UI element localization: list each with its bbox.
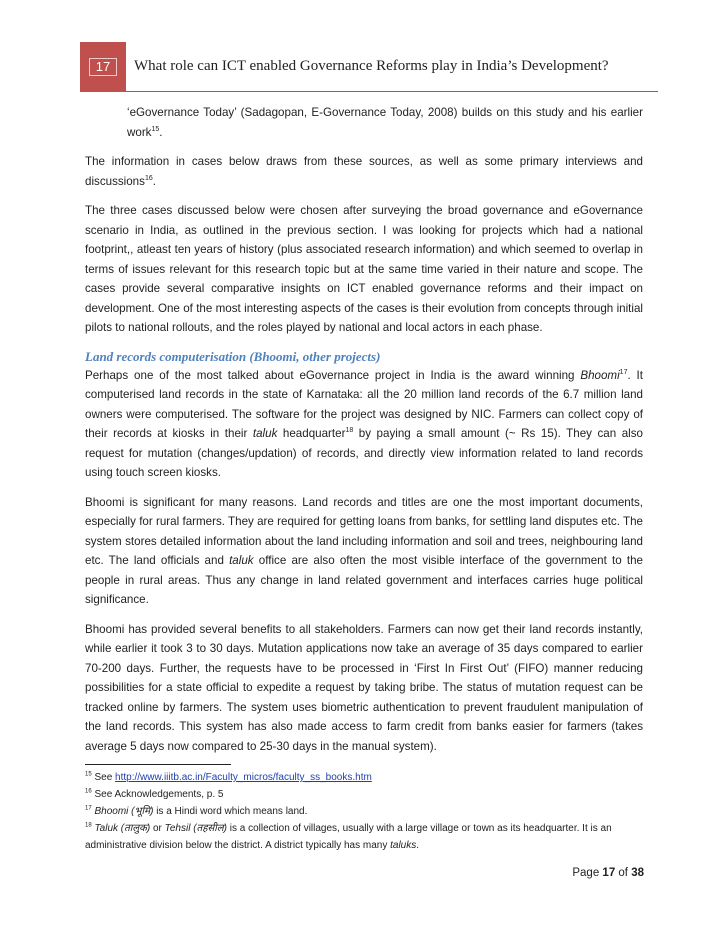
- footnote-18: [85, 820, 650, 854]
- footnote-ref-15[interactable]: 15: [151, 125, 160, 133]
- paragraph-bhoomi-significance: [85, 493, 643, 610]
- p4-text-c: headquarter: [277, 427, 346, 440]
- header-title: What role can ICT enabled Governance Reforms play in India’s Development?: [126, 42, 658, 92]
- page-footer: [572, 867, 644, 879]
- fn18-or: or: [150, 823, 165, 834]
- paragraph-bhoomi-benefits: Bhoomi has provided several benefits to all stakeholders. Farmers can now get their land records instantly, while earlier it took 3 to 30 days. Mutation applications now take an average of 35 days compared to earlier 70-200 days. Further, the requests have to be processed in ‘First In First Out’ (FIFO) manner reducing possibilities for a state official to expedite a request by taking bribe. The status of mutation request can be tracked online by farmers. The system uses biometric authentication to prevent fraudulent manipulation of the land records. This system has also made access to farm credit from banks easier for farmers (takes average 5 days now compared to 25-30 days in the manual system).: [85, 622, 643, 753]
- header-page-number: 17: [89, 58, 117, 76]
- footer-of: of: [615, 867, 632, 879]
- fn15-prefix: See: [91, 772, 116, 783]
- paragraph-three-cases: The three cases discussed below were chosen after surveying the broad governance and eGovernance scenario in India, as outlined in the previous section. I was looking for projects which had a national footprint,, atleast ten years of history (plus associated research information) and which seemed to overlap in terms of issues relevant for this research topic but at the same time varied in their nature and scope. The cases provide several comparative insights on ICT enabled governance reforms and their impact on development. One of the most interesting aspects of the cases is their evolution from concepts through initial pilots to national rollouts, and the roles played by national and local actors in each phase.: [85, 204, 643, 334]
- fn16-number: 16: [85, 788, 92, 795]
- p4-bhoomi: Bhoomi: [580, 368, 620, 382]
- fn15-number: 15: [85, 771, 92, 778]
- fn17-number: 17: [85, 805, 92, 812]
- p5-text-b: office are also often the most visible interface of the government to the people in rural areas. Thus any change in land related government and interfaces carries huge political significance.: [85, 554, 643, 606]
- page-header: [80, 42, 658, 92]
- footnote-ref-17[interactable]: 17: [619, 368, 628, 376]
- footnote-link[interactable]: http://www.iiitb.ac.in/Faculty_micros/faculty_ss_books.htm: [115, 772, 372, 783]
- fn18-end: .: [416, 840, 420, 851]
- p5-text-a: Bhoomi is significant for many reasons. Land records and titles are one the most important documents, especially for rural farmers. They are required for getting loans from banks, for settling land disputes etc. The system stores detailed information about the land including information and soil and trees, neighbouring land etc. The land officials and: [85, 495, 643, 567]
- fn16-text: See Acknowledgements, p. 5: [91, 789, 224, 800]
- p4-text-a: Perhaps one of the most talked about eGovernance project in India is the award winning: [85, 368, 581, 382]
- fn18-term-taluk: Taluk (तालुक): [91, 823, 151, 834]
- p4-text-b: . It computerised land records in the state of Karnataka: all the 20 million land records of the 6.7 million land owners were computerised. The software for the project was designed by NIC. Farmers can collect copy of their records at kiosks in their: [85, 368, 643, 440]
- fn18-number: 18: [85, 822, 92, 829]
- paragraph-egovernance-today: ‘eGovernance Today’ (Sadagopan, E-Governance Today, 2008) builds on this study and his earlier work$^{15}$.: [127, 106, 643, 139]
- footer-page-label: Page: [572, 867, 603, 879]
- fn18-text: is a collection of villages, usually with a large village or town as its headquarter. It is an administrative division below the district. A district typically has many: [85, 823, 612, 851]
- footnote-16: [85, 786, 650, 803]
- p4-text-d: by paying a small amount (~ Rs 15). They can also request for mutation (changes/updation) of records, and directly view information related to land records using touch screen kiosks.: [85, 427, 643, 479]
- fn17-text: is a Hindi word which means land.: [153, 806, 308, 817]
- footnote-separator: [85, 764, 231, 765]
- paragraph-bhoomi-intro: [85, 366, 643, 483]
- footer-current-page: 17: [602, 867, 616, 879]
- section-heading: Land records computerisation (Bhoomi, other projects): [85, 348, 381, 364]
- document-body: [85, 103, 643, 766]
- footer-total-pages: 38: [631, 867, 644, 879]
- p4-taluk: taluk: [252, 427, 278, 440]
- header-page-number-box: [80, 42, 126, 92]
- footnote-ref-16[interactable]: 16: [144, 174, 153, 182]
- footnotes: [85, 769, 650, 854]
- footnote-15: [85, 769, 650, 786]
- fn17-term: Bhoomi (भूमि): [91, 806, 154, 817]
- footnote-ref-18[interactable]: 18: [345, 427, 354, 435]
- p2-text: The information in cases below draws from these sources, as well as some primary interviews and discussions: [85, 155, 643, 188]
- fn18-taluks: taluks: [390, 840, 417, 851]
- p1-text: ‘eGovernance Today’ (Sadagopan, E-Governance Today, 2008) builds on this study and his earlier work: [127, 106, 643, 139]
- paragraph-information-sources: The information in cases below draws from these sources, as well as some primary interviews and discussions$^{16}$.: [85, 155, 643, 188]
- fn18-term-tehsil: Tehsil (तहसील): [164, 823, 227, 834]
- p5-taluk: taluk: [229, 554, 254, 567]
- footnote-17: [85, 803, 650, 820]
